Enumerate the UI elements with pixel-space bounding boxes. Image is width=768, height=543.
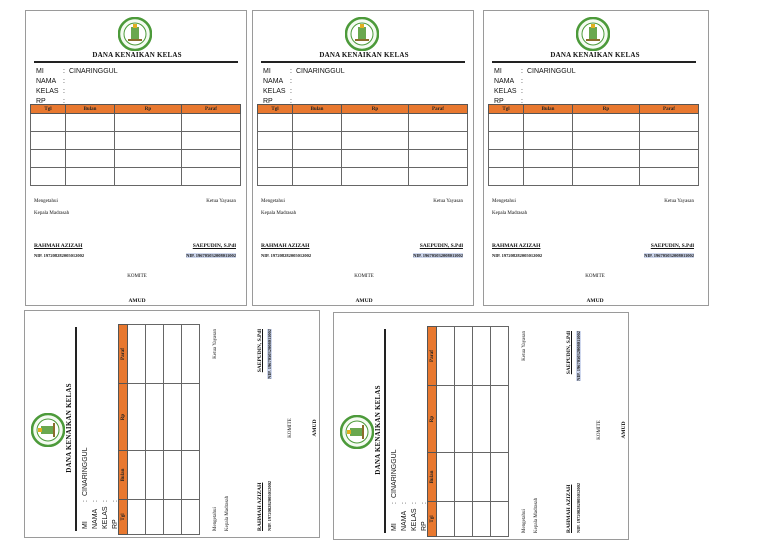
table-row xyxy=(258,132,468,150)
ketua-yayasan-label: Ketua Yayasan xyxy=(206,199,236,204)
field-nama: NAMA : xyxy=(401,502,408,531)
header-paraf: Paraf xyxy=(182,105,241,114)
ketua-nip: NIP. 196705032008011002 xyxy=(186,253,236,258)
mengetahui-label: Mengetahui xyxy=(213,507,218,531)
table-header-row xyxy=(258,105,468,114)
madrasah-logo-icon xyxy=(345,17,379,51)
ketua-nip: NIP. 196705032008011002 xyxy=(413,253,463,258)
mengetahui-label: Mengetahui xyxy=(261,199,285,204)
ketua-nip: NIP. 196705032008011002 xyxy=(267,329,272,379)
mengetahui-label: Mengetahui xyxy=(522,509,527,533)
ketua-name: SAEPUDIN, S.Pdl xyxy=(566,331,572,375)
table-row xyxy=(455,327,473,537)
header-tgl: Tgl xyxy=(119,500,128,535)
header-rp: Rp xyxy=(573,105,640,114)
title-divider xyxy=(384,329,386,533)
payment-table xyxy=(257,104,468,186)
kepala-name: RAHMAH AZIZAH xyxy=(257,482,263,531)
ketua-yayasan-label: Ketua Yayasan xyxy=(213,329,218,359)
title-divider xyxy=(75,327,77,531)
header-tgl: Tgl xyxy=(489,105,524,114)
field-nama: NAMA : xyxy=(263,78,292,85)
card-title: DANA KENAIKAN KELAS xyxy=(550,51,640,59)
kepala-madrasah-label: Kepala Madrasah xyxy=(492,211,528,216)
table-header-row xyxy=(489,105,699,114)
table-row xyxy=(31,132,241,150)
header-paraf: Paraf xyxy=(409,105,468,114)
komite-label: KOMITE xyxy=(354,274,374,279)
header-bulan: Bulan xyxy=(293,105,342,114)
madrasah-logo-icon xyxy=(118,17,152,51)
field-kelas: KELAS : xyxy=(102,500,109,529)
card-rotated-1 xyxy=(24,310,320,538)
table-row xyxy=(489,132,699,150)
table-row xyxy=(489,150,699,168)
ketua-nip: NIP. 196705032008011002 xyxy=(644,253,694,258)
header-rp: Rp xyxy=(342,105,409,114)
field-kelas: KELAS : xyxy=(411,502,418,531)
header-bulan: Bulan xyxy=(524,105,573,114)
kepala-name: RAHMAH AZIZAH xyxy=(261,243,310,249)
table-row xyxy=(164,325,182,535)
payment-table xyxy=(118,324,200,535)
mengetahui-label: Mengetahui xyxy=(492,199,516,204)
ketua-yayasan-label: Ketua Yayasan xyxy=(433,199,463,204)
title-divider xyxy=(492,61,696,63)
title-divider xyxy=(34,61,238,63)
kepala-nip: NIP. 197208282005012002 xyxy=(576,482,581,533)
field-rp: RP : xyxy=(263,98,292,105)
mengetahui-label: Mengetahui xyxy=(34,199,58,204)
header-paraf: Paraf xyxy=(640,105,699,114)
card-top-2 xyxy=(252,10,474,306)
kepala-nip: NIP. 197208282005012002 xyxy=(261,253,312,258)
field-rp: RP : xyxy=(421,502,428,531)
table-row xyxy=(146,325,164,535)
komite-label: KOMITE xyxy=(127,274,147,279)
header-tgl: Tgl xyxy=(258,105,293,114)
title-divider xyxy=(261,61,465,63)
table-row xyxy=(489,168,699,186)
header-rp: Rp xyxy=(115,105,182,114)
card-title: DANA KENAIKAN KELAS xyxy=(92,51,182,59)
kepala-nip: NIP. 197208282005012002 xyxy=(492,253,543,258)
table-row xyxy=(128,325,146,535)
student-fields xyxy=(81,447,121,529)
field-mi: MI : CINARINGGUL xyxy=(263,68,345,75)
card-title: DANA KENAIKAN KELAS xyxy=(319,51,409,59)
header-rp: Rp xyxy=(119,384,128,451)
card-title: DANA KENAIKAN KELAS xyxy=(65,383,73,473)
table-row xyxy=(182,325,200,535)
madrasah-logo-icon xyxy=(576,17,610,51)
header-tgl: Tgl xyxy=(428,502,437,537)
student-fields xyxy=(494,67,576,107)
header-tgl: Tgl xyxy=(31,105,66,114)
ketua-yayasan-label: Ketua Yayasan xyxy=(522,331,527,361)
field-nama: NAMA : xyxy=(92,500,99,529)
payment-table xyxy=(488,104,699,186)
ketua-name: SAEPUDIN, S.Pdl xyxy=(419,243,463,249)
table-row xyxy=(258,114,468,132)
header-rp: Rp xyxy=(428,386,437,453)
kepala-nip: NIP. 197208282005012002 xyxy=(267,480,272,531)
madrasah-logo-icon xyxy=(340,415,374,449)
field-kelas: KELAS : xyxy=(36,88,65,95)
amud-label: AMUD xyxy=(586,298,604,304)
table-header-row xyxy=(119,325,128,535)
table-header-row xyxy=(428,327,437,537)
field-rp: RP : xyxy=(112,500,119,529)
kepala-name: RAHMAH AZIZAH xyxy=(492,243,541,249)
student-fields xyxy=(390,449,430,531)
student-fields xyxy=(263,67,345,107)
table-row xyxy=(491,327,509,537)
header-bulan: Bulan xyxy=(428,453,437,502)
field-rp: RP : xyxy=(36,98,65,105)
table-row xyxy=(489,114,699,132)
ketua-name: SAEPUDIN, S.Pdl xyxy=(650,243,694,249)
field-mi: MI : CINARINGGUL xyxy=(494,68,576,75)
table-row xyxy=(31,168,241,186)
field-mi: MI : CINARINGGUL xyxy=(82,447,89,529)
madrasah-logo-icon xyxy=(31,413,65,447)
field-mi: MI : CINARINGGUL xyxy=(36,68,118,75)
field-mi: MI : CINARINGGUL xyxy=(391,449,398,531)
field-rp: RP : xyxy=(494,98,523,105)
ketua-nip: NIP. 196705032008011002 xyxy=(576,331,581,381)
table-row xyxy=(31,150,241,168)
card-top-1 xyxy=(25,10,247,306)
field-nama: NAMA : xyxy=(36,78,65,85)
kepala-madrasah-label: Kepala Madrasah xyxy=(534,497,539,533)
kepala-nip: NIP. 197208282005012002 xyxy=(34,253,85,258)
table-row xyxy=(437,327,455,537)
ketua-name: SAEPUDIN, S.Pdl xyxy=(257,329,263,373)
komite-label: KOMITE xyxy=(585,274,605,279)
payment-table xyxy=(427,326,509,537)
field-kelas: KELAS : xyxy=(263,88,292,95)
table-row xyxy=(258,150,468,168)
kepala-madrasah-label: Kepala Madrasah xyxy=(34,211,70,216)
student-fields xyxy=(36,67,118,107)
amud-label: AMUD xyxy=(355,298,373,304)
table-row xyxy=(473,327,491,537)
header-paraf: Paraf xyxy=(428,327,437,386)
kepala-madrasah-label: Kepala Madrasah xyxy=(261,211,297,216)
table-row xyxy=(31,114,241,132)
table-header-row xyxy=(31,105,241,114)
komite-label: KOMITE xyxy=(597,420,602,440)
kepala-name: RAHMAH AZIZAH xyxy=(34,243,83,249)
table-row xyxy=(258,168,468,186)
ketua-name: SAEPUDIN, S.Pdl xyxy=(192,243,236,249)
card-top-3 xyxy=(483,10,709,306)
payment-table xyxy=(30,104,241,186)
card-rotated-2 xyxy=(333,312,629,540)
amud-label: AMUD xyxy=(312,419,318,437)
kepala-name: RAHMAH AZIZAH xyxy=(566,484,572,533)
field-nama: NAMA : xyxy=(494,78,523,85)
header-paraf: Paraf xyxy=(119,325,128,384)
ketua-yayasan-label: Ketua Yayasan xyxy=(664,199,694,204)
komite-label: KOMITE xyxy=(288,418,293,438)
header-bulan: Bulan xyxy=(119,451,128,500)
field-kelas: KELAS : xyxy=(494,88,523,95)
kepala-madrasah-label: Kepala Madrasah xyxy=(225,495,230,531)
amud-label: AMUD xyxy=(128,298,146,304)
header-bulan: Bulan xyxy=(66,105,115,114)
card-title: DANA KENAIKAN KELAS xyxy=(374,385,382,475)
amud-label: AMUD xyxy=(621,421,627,439)
